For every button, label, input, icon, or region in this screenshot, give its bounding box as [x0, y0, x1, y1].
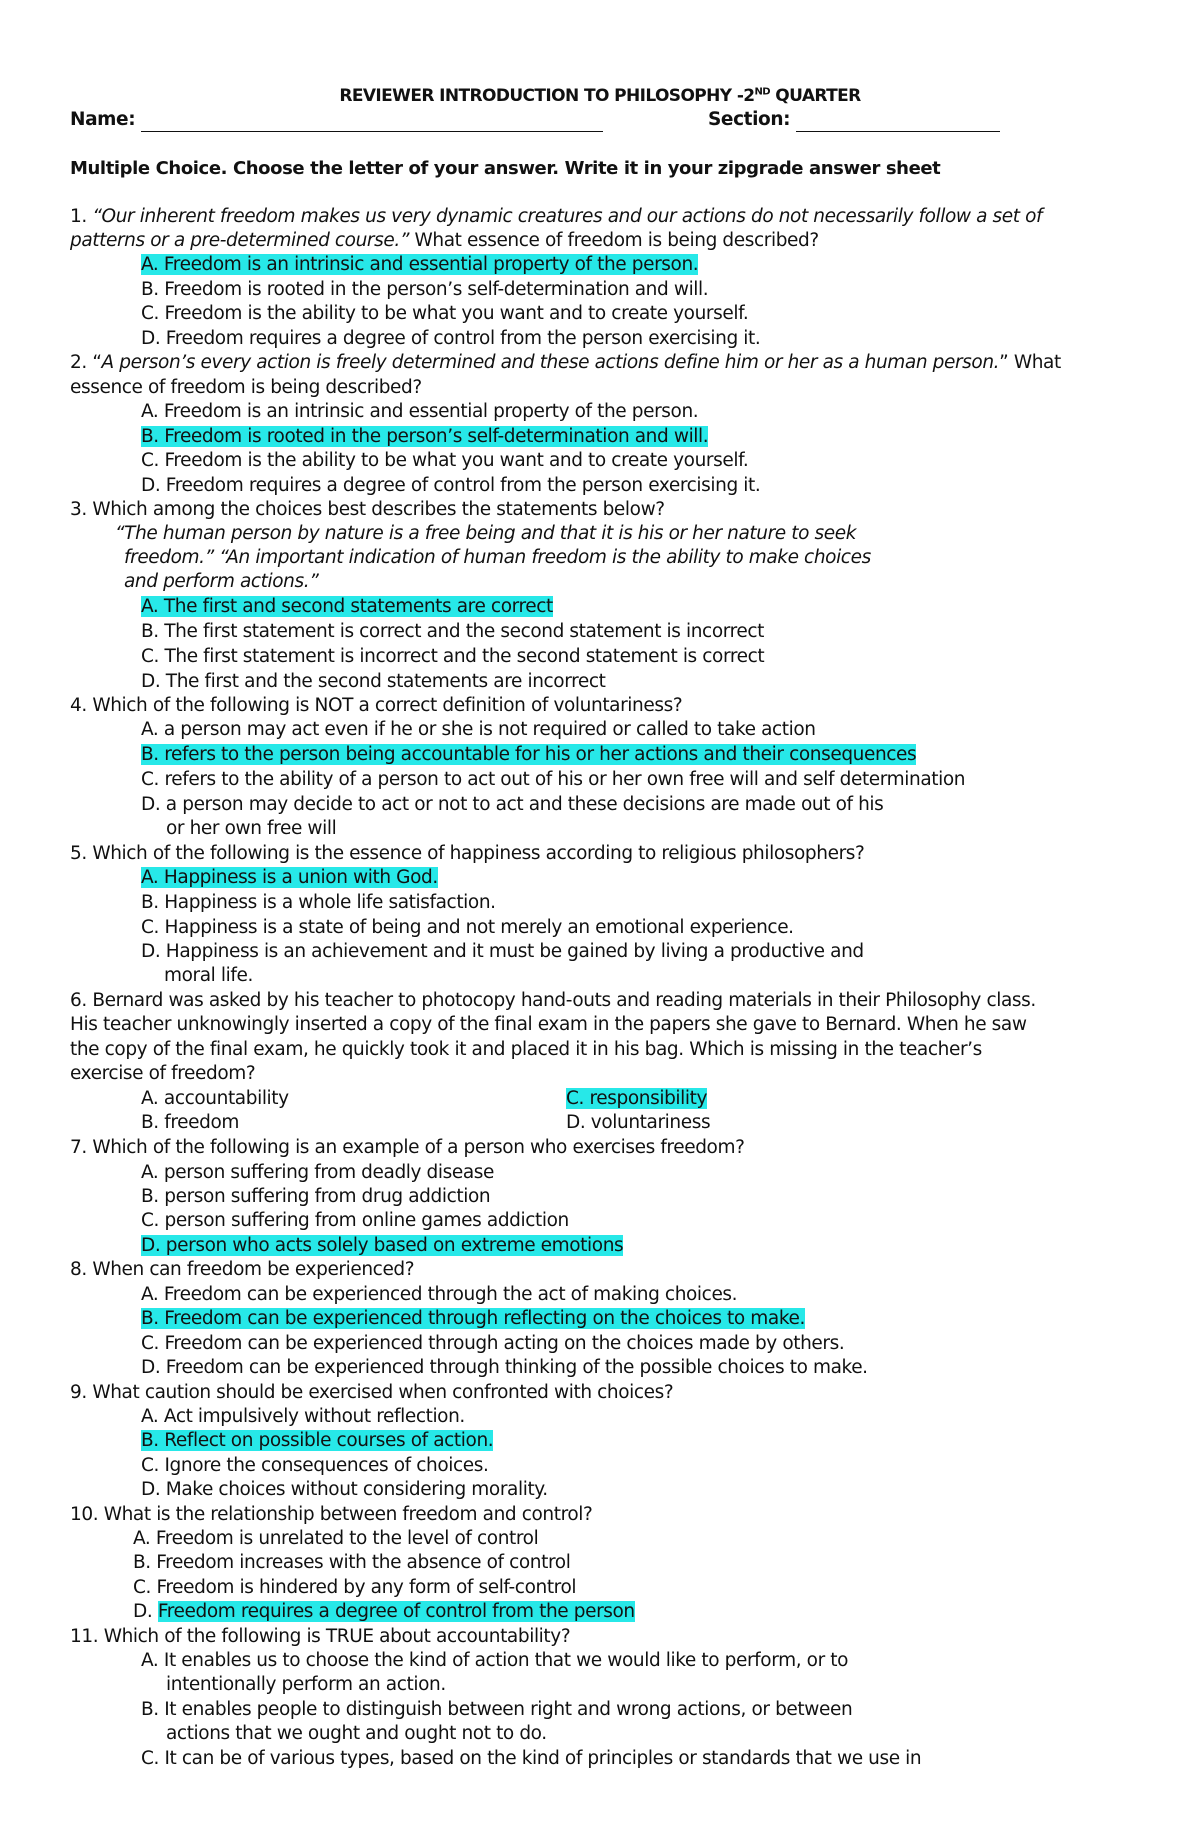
q7-option-d: [141, 1234, 623, 1258]
q9-option-a: A. Act impulsively without reflection.: [141, 1406, 465, 1427]
q1-answer-highlight: A. Freedom is an intrinsic and essential property of the person.: [141, 254, 699, 275]
q1-question: What essence of freedom is being described?: [409, 230, 819, 251]
section-label: Section:: [708, 109, 791, 130]
q7-stem: 7. Which of the following is an example of a person who exercises freedom?: [70, 1137, 745, 1158]
q8-option-b: [141, 1307, 805, 1331]
instructions: Multiple Choice. Choose the letter of your answer. Write it in your zipgrade answer sheet: [70, 158, 941, 179]
section-row: [708, 108, 1000, 132]
q2-option-b: [141, 425, 708, 449]
q4-option-d-line2: or her own free will: [166, 818, 337, 839]
q1-option-a: [141, 253, 698, 277]
q6-stem-line3: the copy of the final exam, he quickly took it and placed it in his bag. Which is missing in the teacher’s: [70, 1039, 982, 1060]
q9-option-c: C. Ignore the consequences of choices.: [141, 1455, 489, 1476]
q2-number: 2. “: [70, 352, 102, 373]
q4-option-b: [141, 743, 916, 767]
q4-option-a: A. a person may act even if he or she is not required or called to take action: [141, 719, 816, 740]
q3-quote-line2: freedom.” “An important indication of human freedom is the ability to make choices: [124, 547, 871, 568]
q2-option-c: C. Freedom is the ability to be what you want and to create yourself.: [141, 450, 749, 471]
q6-stem-line4: exercise of freedom?: [70, 1063, 256, 1084]
name-field[interactable]: [141, 113, 603, 132]
q8-option-c: C. Freedom can be experienced through acting on the choices made by others.: [141, 1333, 845, 1354]
q7-option-b: B. person suffering from drug addiction: [141, 1186, 491, 1207]
q11-option-b-line1: B. It enables people to distinguish between right and wrong actions, or between: [141, 1699, 853, 1720]
q7-option-a: A. person suffering from deadly disease: [141, 1162, 495, 1183]
q8-stem: 8. When can freedom be experienced?: [70, 1259, 415, 1280]
q9-option-b: [141, 1429, 493, 1453]
q6-option-c: [566, 1087, 707, 1111]
q11-option-c-line1: C. It can be of various types, based on the kind of principles or standards that we use in: [141, 1748, 922, 1769]
q3-answer-highlight: A. The first and second statements are correct: [141, 596, 553, 617]
q3-quote-line1: “The human person by nature is a free being and that it is his or her nature to seek: [115, 523, 857, 544]
q5-answer-highlight: A. Happiness is a union with God.: [141, 867, 438, 888]
q9-option-d: D. Make choices without considering morality.: [141, 1479, 548, 1500]
section-field[interactable]: [796, 113, 1000, 132]
q2-quote: A person’s every action is freely determined and these actions define him or her as a human person.: [101, 352, 1000, 373]
q4-stem: 4. Which of the following is NOT a correct definition of voluntariness?: [70, 695, 683, 716]
q1-quote-end: patterns or a pre-determined course.”: [70, 230, 410, 251]
q4-option-c: C. refers to the ability of a person to act out of his or her own free will and self determination: [141, 769, 966, 790]
q7-answer-highlight: D. person who acts solely based on extreme emotions: [141, 1235, 624, 1256]
q4-answer-highlight: B. refers to the person being accountable for his or her actions and their consequences: [141, 744, 917, 765]
q2-question: ” What: [999, 352, 1061, 373]
q10-answer-highlight: Freedom requires a degree of control from the person: [157, 1601, 635, 1622]
q6-answer-highlight: C. responsibility: [566, 1088, 708, 1109]
title-tail: QUARTER: [769, 86, 861, 106]
q1-option-b: B. Freedom is rooted in the person’s self-determination and will.: [141, 279, 709, 300]
q3-option-d: D. The first and the second statements are incorrect: [141, 671, 606, 692]
q5-option-a: [141, 866, 438, 890]
q6-stem-line2: His teacher unknowingly inserted a copy of the final exam in the papers she gave to Bernard. When he saw: [70, 1014, 1027, 1035]
q1-quote: “Our inherent freedom makes us very dynamic creatures and our actions do not necessarily follow a set of: [92, 206, 1043, 227]
q11-option-a-line2: intentionally perform an action.: [166, 1674, 446, 1695]
q11-option-a-line1: A. It enables us to choose the kind of action that we would like to perform, or to: [141, 1650, 849, 1671]
q3-stem: 3. Which among the choices best describes the statements below?: [70, 499, 665, 520]
title-superscript: ND: [754, 86, 770, 98]
title-text: REVIEWER INTRODUCTION TO PHILOSOPHY -2: [339, 86, 755, 106]
header-row: [70, 108, 603, 132]
q10-option-d: [133, 1600, 635, 1624]
q10-option-c: C. Freedom is hindered by any form of self-control: [133, 1577, 577, 1598]
q1-option-d: D. Freedom requires a degree of control from the person exercising it.: [141, 328, 761, 349]
q10-stem: 10. What is the relationship between freedom and control?: [70, 1504, 593, 1525]
q6-option-b: B. freedom: [141, 1112, 240, 1133]
q10-option-a: A. Freedom is unrelated to the level of control: [133, 1528, 539, 1549]
q2-option-d: D. Freedom requires a degree of control from the person exercising it.: [141, 475, 761, 496]
q5-option-c: C. Happiness is a state of being and not merely an emotional experience.: [141, 917, 794, 938]
q10-option-d-letter: D.: [133, 1601, 158, 1622]
q2-answer-highlight: B. Freedom is rooted in the person’s self-determination and will.: [141, 426, 709, 447]
q1-number: 1.: [70, 206, 93, 227]
q8-option-a: A. Freedom can be experienced through the act of making choices.: [141, 1284, 738, 1305]
q1-option-c: C. Freedom is the ability to be what you want and to create yourself.: [141, 303, 749, 324]
q3-option-b: B. The first statement is correct and the second statement is incorrect: [141, 621, 765, 642]
q5-option-d-line1: D. Happiness is an achievement and it must be gained by living a productive and: [141, 941, 864, 962]
q2-stem-line2: essence of freedom is being described?: [70, 377, 422, 398]
q8-option-d: D. Freedom can be experienced through thinking of the possible choices to make.: [141, 1357, 868, 1378]
q11-stem: 11. Which of the following is TRUE about accountability?: [70, 1626, 571, 1647]
q3-option-c: C. The first statement is incorrect and the second statement is correct: [141, 646, 765, 667]
q5-option-d-line2: moral life.: [164, 965, 253, 986]
q8-answer-highlight: B. Freedom can be experienced through reflecting on the choices to make.: [141, 1308, 805, 1329]
q2-stem-line1: [70, 351, 1061, 375]
q5-stem: 5. Which of the following is the essence of happiness according to religious philosophers?: [70, 843, 865, 864]
name-label: Name:: [70, 109, 136, 130]
q6-option-d: D. voluntariness: [566, 1112, 711, 1133]
document-title: [0, 86, 1200, 106]
q4-option-d-line1: D. a person may decide to act or not to act and these decisions are made out of his: [141, 794, 884, 815]
q3-option-a: [141, 595, 553, 619]
q10-option-b: B. Freedom increases with the absence of control: [133, 1552, 571, 1573]
q2-option-a: A. Freedom is an intrinsic and essential property of the person.: [141, 401, 699, 422]
q11-option-b-line2: actions that we ought and ought not to do.: [166, 1723, 547, 1744]
q7-option-c: C. person suffering from online games addiction: [141, 1210, 569, 1231]
q1-stem-line2: [70, 229, 819, 253]
q9-stem: 9. What caution should be exercised when confronted with choices?: [70, 1382, 674, 1403]
q1-stem-line1: [70, 205, 1042, 229]
q6-stem-line1: 6. Bernard was asked by his teacher to photocopy hand-outs and reading materials in their Philosophy class.: [70, 990, 1036, 1011]
q9-answer-highlight: B. Reflect on possible courses of action.: [141, 1430, 494, 1451]
q3-quote-line3: and perform actions.”: [124, 571, 319, 592]
q6-option-a: A. accountability: [141, 1088, 289, 1109]
q5-option-b: B. Happiness is a whole life satisfaction.: [141, 892, 496, 913]
